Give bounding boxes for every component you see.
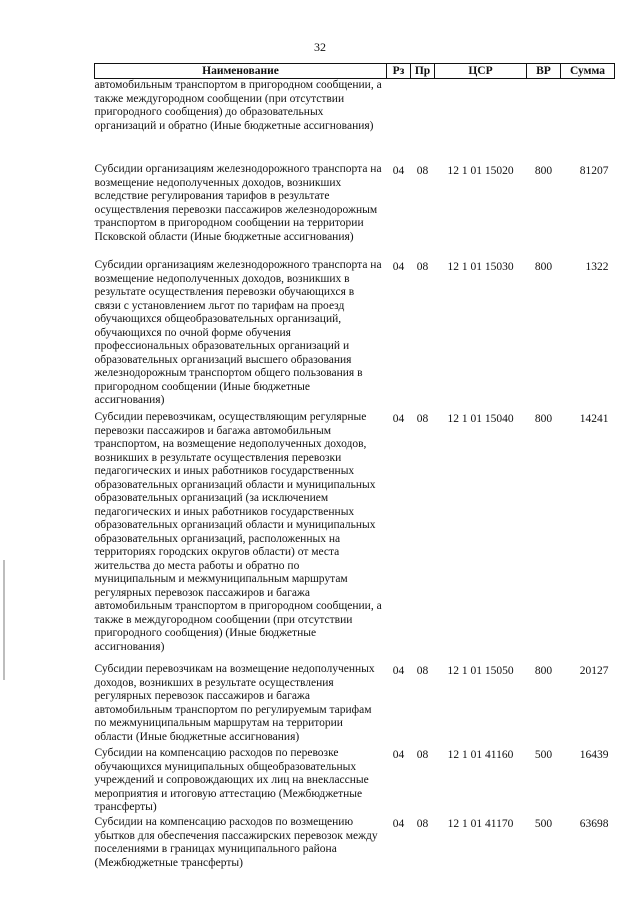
row-name: Субсидии на компенсацию расходов по перевозке обучающихся муниципальных общеобразовательных учреждений и сопровождающих их лиц на внеклассные мероприятия и итоговую аттестацию (Межбюджетные трансферты) <box>94 747 369 813</box>
header-csr: ЦСР <box>435 64 527 79</box>
table-row <box>95 411 615 663</box>
row-name: Субсидии перевозчикам на возмещение недополученных доходов, возникших в результате осуществления регулярных перевозок пассажиров и багажа автомобильным транспортом по регулируемым тарифам по межмуниципальным маршрутам на территории области (Иные бюджетные ассигнования) <box>94 663 375 743</box>
page-number: 32 <box>314 40 326 54</box>
row-pr: 08 <box>416 749 429 761</box>
row-vr: 800 <box>534 165 553 177</box>
row-csr: 12 1 01 15030 <box>447 261 514 273</box>
row-sum: 14241 <box>579 413 609 425</box>
row-vr: 800 <box>534 665 553 677</box>
header-row <box>95 64 615 79</box>
budget-table-container <box>94 63 614 874</box>
row-pr: 08 <box>416 413 429 425</box>
row-rz: 04 <box>392 665 405 677</box>
row-csr: 12 1 01 41170 <box>447 818 514 830</box>
row-name: Субсидии организациям железнодорожного транспорта на возмещение недополученных доходов, возникших в результате осуществления перевозки обучающихся в связи с установлением льгот по тарифам на проезд обучающихся общеобразовательных организаций, обучающихся по очной форме обучения профессиональных образовательных организаций и образовательных организаций высшего образования железнодорожным транспортом общего пользования в пригородном сообщении (Иные бюджетные ассигнования) <box>94 259 382 406</box>
table-row <box>95 259 615 411</box>
table-row <box>95 79 615 164</box>
row-sum: 20127 <box>579 665 609 677</box>
table-row <box>95 163 615 259</box>
row-vr: 800 <box>534 261 553 273</box>
row-name: автомобильным транспортом в пригородном сообщении, а также междугородном сообщении (при отсутствии пригородного сообщения) до образовательных организаций и обратно (Иные бюджетные ассигнования) <box>94 79 382 132</box>
row-sum: 63698 <box>579 818 609 830</box>
row-rz: 04 <box>392 749 405 761</box>
header-rz: Рз <box>387 64 411 79</box>
header-vr: ВР <box>527 64 561 79</box>
row-csr: 12 1 01 15040 <box>447 413 514 425</box>
row-rz: 04 <box>392 818 405 830</box>
row-sum: 1322 <box>585 261 609 273</box>
row-name: Субсидии перевозчикам, осуществляющим регулярные перевозки пассажиров и багажа автомобильным транспортом, на возмещение недополученных доходов, возникших в результате осуществления перевозки педагогических и иных работников государственных образовательных организаций области и муниципальных образовательных организаций (за исключением педагогических и иных работников государственных образовательных организаций области и муниципальных образовательных организаций, расположенных на территориях городских округов области) от места жительства до места работы и обратно по муниципальным и межмуниципальным маршрутам регулярных перевозок пассажиров и багажа автомобильным транспортом в пригородном сообщении, а также в междугородном сообщении (при отсутствии пригородного сообщения) (Иные бюджетные ассигнования) <box>94 411 382 653</box>
row-pr <box>411 79 435 164</box>
scan-edge-mark <box>3 560 5 680</box>
row-pr: 08 <box>416 261 429 273</box>
row-csr: 12 1 01 15020 <box>447 165 514 177</box>
table-row <box>95 663 615 747</box>
row-sum: 81207 <box>579 165 609 177</box>
row-sum <box>561 79 615 164</box>
row-pr: 08 <box>416 818 429 830</box>
header-pr: Пр <box>411 64 435 79</box>
row-rz: 04 <box>392 165 405 177</box>
row-vr <box>527 79 561 164</box>
table-body <box>95 79 615 875</box>
row-pr: 08 <box>416 165 429 177</box>
row-name: Субсидии организациям железнодорожного транспорта на возмещение недополученных доходов, возникших вследствие регулирования тарифов в результате осуществления перевозки пассажиров железнодорожным транспортом в пригородном сообщении на территории Псковской области (Иные бюджетные ассигнования) <box>94 163 382 243</box>
row-csr: 12 1 01 41160 <box>447 749 514 761</box>
row-rz: 04 <box>392 261 405 273</box>
header-name: Наименование <box>95 64 387 79</box>
table-row <box>95 816 615 874</box>
row-name: Субсидии на компенсацию расходов по возмещению убытков для обеспечения пассажирских перевозок между поселениями в границах муниципального района (Межбюджетные трансферты) <box>94 816 378 869</box>
row-csr <box>435 79 527 164</box>
header-sum: Сумма <box>561 64 615 79</box>
row-vr: 500 <box>534 818 553 830</box>
row-vr: 500 <box>534 749 553 761</box>
row-sum: 16439 <box>579 749 609 761</box>
row-rz: 04 <box>392 413 405 425</box>
row-rz <box>387 79 411 164</box>
row-csr: 12 1 01 15050 <box>447 665 514 677</box>
table-row <box>95 747 615 816</box>
row-vr: 800 <box>534 413 553 425</box>
table-header <box>95 64 615 79</box>
row-pr: 08 <box>416 665 429 677</box>
budget-table <box>94 63 615 874</box>
